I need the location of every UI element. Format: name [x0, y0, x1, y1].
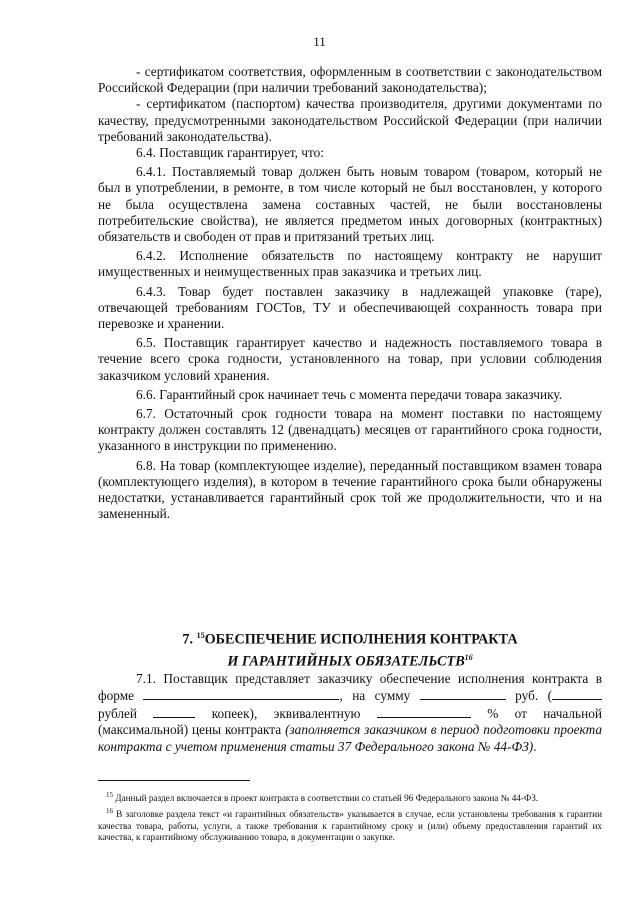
- section-7-number: 7.: [182, 631, 194, 648]
- footnote-ref-15: 15: [196, 631, 205, 640]
- paragraph-7-1-text-d: рублей: [98, 705, 138, 721]
- section-7-heading-line2: [98, 649, 602, 671]
- footnote-16-number: 16: [106, 807, 113, 816]
- paragraph-cert-conformity: - сертификатом соответствия, оформленным в соответствии с законодательством Российской Федерации (при наличии требований законодательства);: [98, 64, 602, 96]
- footnote-separator: [98, 780, 250, 781]
- footnotes: [98, 790, 602, 846]
- kopecks-blank-field: [153, 705, 195, 718]
- paragraph-7-1-text-b: , на сумму: [339, 688, 411, 704]
- section-7-heading: [98, 627, 602, 670]
- paragraph-7-1-end: .: [533, 738, 537, 754]
- form-blank-field: [143, 687, 339, 700]
- footnote-15: [98, 790, 602, 804]
- section-7-title-line2: И ГАРАНТИЙНЫХ ОБЯЗАТЕЛЬСТВ: [227, 653, 465, 670]
- rubles-blank-field: [552, 687, 602, 700]
- paragraph-6-4-1: 6.4.1. Поставляемый товар должен быть новым товаром (товаром, который не был в употреблении, в ремонте, в том числе который не был восстановлен, у которого не была осуществлена замена составных частей, не были восстановлены потребительские свойства), не является предметом иных договорных (контрактных) обязательств и свободен от прав и притязаний третьих лиц.: [98, 164, 602, 245]
- footnote-15-text: Данный раздел включается в проект контракта в соответствии со статьей 96 Федерального закона № 44-ФЗ.: [115, 793, 539, 804]
- paragraph-7-1-note: (заполняется заказчиком в период подготовки проекта контракта с учетом применения статьи 37 Федерального закона № 44-ФЗ): [98, 722, 603, 754]
- paragraph-6-7: 6.7. Остаточный срок годности товара на момент поставки по настоящему контракту должен составлять 12 (двенадцать) месяцев от гарантийного срока годности, указанного в инструкции по применению.: [98, 406, 602, 454]
- footnote-16-text: В заголовке раздела текст «и гарантийных обязательств» указывается в случае, если установлены требования к гарантии качества товара, работы, услуги, а также требования к гарантийному сроку и (или) объему предоставления гарантий их качества, к гарантийному обслуживанию товара, в документации о закупке.: [98, 809, 602, 843]
- page-number: 11: [313, 34, 326, 49]
- percent-blank-field: [377, 705, 471, 718]
- amount-blank-field: [420, 687, 506, 700]
- paragraph-6-4-3: 6.4.3. Товар будет поставлен заказчику в надлежащей упаковке (таре), отвечающей требованиям ГОСТов, ТУ и обеспечивающей сохранность товара при перевозке и хранении.: [98, 283, 602, 332]
- paragraph-7-1-text-c: руб. (: [515, 688, 553, 704]
- paragraph-7-1-text-e: копеек), эквивалентную: [211, 705, 361, 721]
- paragraph-7-1-text-f: % от начальной (максимальной) цены контракта: [98, 705, 602, 738]
- section-7-body: [98, 671, 602, 755]
- paragraph-6-6: 6.6. Гарантийный срок начинает течь с момента передачи товара заказчику.: [136, 386, 563, 402]
- footnote-15-number: 15: [106, 791, 113, 799]
- paragraph-7-1: [98, 671, 602, 755]
- paragraph-cert-quality: - сертификатом (паспортом) качества производителя, другими документами по качеству, предусмотренными законодательством Российской Федерации (при наличии требований законодательства).: [98, 96, 602, 144]
- section-7-heading-line1: [98, 627, 602, 649]
- paragraph-6-5: 6.5. Поставщик гарантирует качество и надежность поставляемого товара в течение всего срока годности, установленного на товар, при условии соблюдения заказчиком условий хранения.: [98, 335, 602, 383]
- footnote-ref-16: 16: [464, 652, 473, 662]
- paragraph-7-1-text-a: 7.1. Поставщик представляет заказчику обеспечение исполнения контракта в форме: [98, 671, 602, 704]
- paragraph-6-4-2: 6.4.2. Исполнение обязательств по настоящему контракту не нарушит имущественных и неимущественных прав заказчика и третьих лиц.: [98, 248, 602, 280]
- paragraph-6-8: 6.8. На товар (комплектующее изделие), переданный поставщиком взамен товара (комплектующего изделия), в котором в течение гарантийного срока были обнаружены недостатки, устанавливается гарантийный срок той же продолжительности, что и на замененный.: [98, 457, 602, 522]
- footnote-16: [98, 806, 602, 843]
- section-6-body: [98, 64, 602, 522]
- section-7-title-line1: ОБЕСПЕЧЕНИЕ ИСПОЛНЕНИЯ КОНТРАКТА: [204, 631, 518, 648]
- paragraph-6-4: 6.4. Поставщик гарантирует, что:: [136, 145, 324, 161]
